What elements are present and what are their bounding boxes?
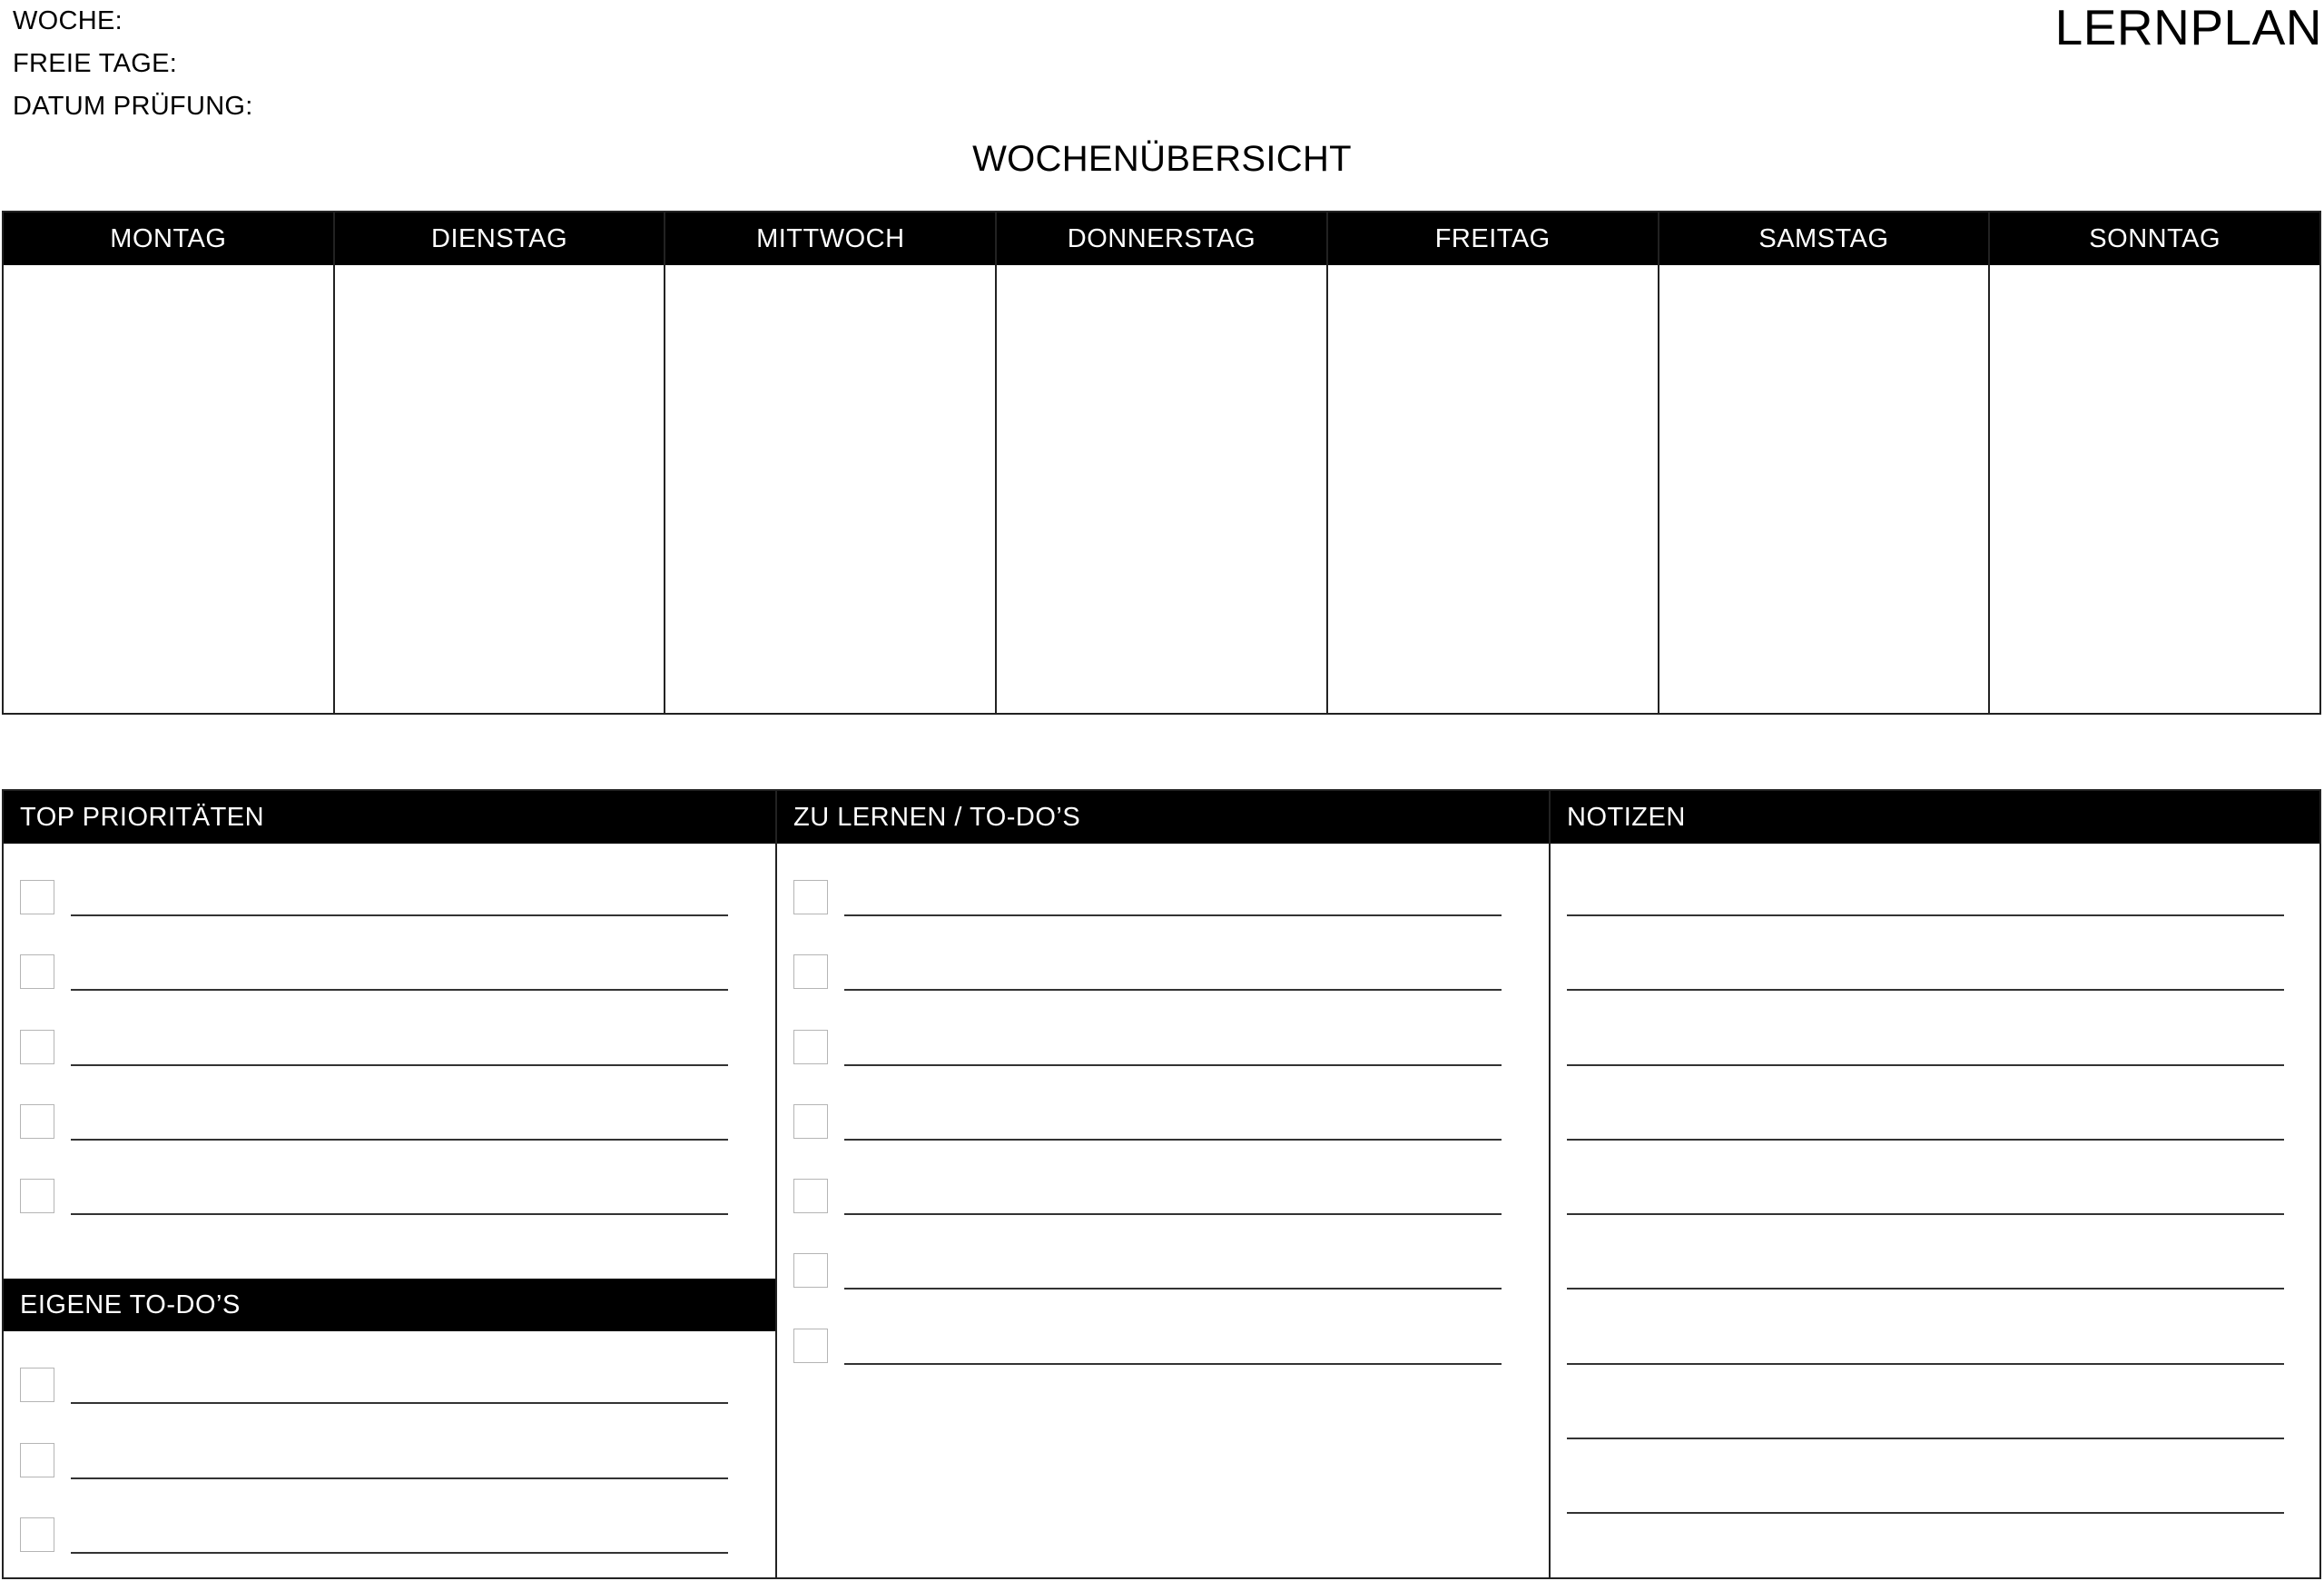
priorities-panel	[4, 791, 777, 1577]
write-line[interactable]	[844, 1363, 1502, 1365]
note-line-row	[1567, 1477, 2319, 1552]
exam-date-label: DATUM PRÜFUNG:	[13, 92, 253, 121]
to-learn-list	[777, 844, 1549, 1403]
checkbox[interactable]	[793, 1104, 828, 1139]
write-line[interactable]	[71, 1552, 728, 1554]
note-line-row	[1567, 880, 2319, 954]
day-cell[interactable]	[4, 265, 333, 713]
write-line[interactable]	[844, 1288, 1502, 1290]
day-header: MITTWOCH	[665, 212, 995, 265]
checkbox[interactable]	[20, 1030, 54, 1064]
day-cell[interactable]	[1328, 265, 1658, 713]
write-line[interactable]	[71, 1402, 728, 1404]
write-line[interactable]	[71, 1139, 728, 1141]
write-line[interactable]	[1567, 1288, 2284, 1290]
checklist-row	[793, 954, 1549, 1029]
day-header: DIENSTAG	[335, 212, 665, 265]
own-todos-list	[4, 1331, 775, 1581]
checklist-row	[20, 954, 775, 1029]
checkbox[interactable]	[20, 880, 54, 914]
checklist-row	[793, 1104, 1549, 1179]
note-line-row	[1567, 1179, 2319, 1253]
document-title: LERNPLAN	[2054, 0, 2322, 55]
note-line-row	[1567, 1403, 2319, 1477]
checkbox[interactable]	[793, 880, 828, 914]
day-header: FREITAG	[1328, 212, 1658, 265]
checkbox[interactable]	[793, 954, 828, 989]
checkbox[interactable]	[20, 1104, 54, 1139]
day-cell[interactable]	[665, 265, 995, 713]
day-cell[interactable]	[1659, 265, 1989, 713]
note-line-row	[1567, 954, 2319, 1029]
plan-meta	[13, 0, 253, 128]
write-line[interactable]	[1567, 1064, 2284, 1066]
checkbox[interactable]	[20, 1368, 54, 1402]
day-header: SONNTAG	[1990, 212, 2319, 265]
day-header: MONTAG	[4, 212, 333, 265]
checkbox[interactable]	[793, 1253, 828, 1288]
checklist-row	[20, 1104, 775, 1179]
checklist-row	[20, 1368, 775, 1442]
write-line[interactable]	[71, 1477, 728, 1479]
day-column-saturday	[1659, 212, 1991, 713]
note-line-row	[1567, 1253, 2319, 1328]
write-line[interactable]	[1567, 1213, 2284, 1215]
notes-heading: NOTIZEN	[1551, 791, 2319, 844]
priorities-list	[4, 844, 775, 1253]
write-line[interactable]	[71, 1064, 728, 1066]
week-overview-table	[2, 211, 2321, 715]
day-column-thursday	[997, 212, 1328, 713]
write-line[interactable]	[844, 989, 1502, 991]
checkbox[interactable]	[793, 1329, 828, 1363]
checklist-row	[20, 1030, 775, 1104]
write-line[interactable]	[71, 1213, 728, 1215]
write-line[interactable]	[1567, 1363, 2284, 1365]
day-cell[interactable]	[997, 265, 1326, 713]
checklist-row	[20, 1443, 775, 1517]
own-todos-heading: EIGENE TO-DO’S	[4, 1279, 775, 1331]
write-line[interactable]	[1567, 914, 2284, 916]
write-line[interactable]	[844, 1213, 1502, 1215]
checkbox[interactable]	[793, 1179, 828, 1213]
write-line[interactable]	[1567, 1139, 2284, 1141]
note-line-row	[1567, 1104, 2319, 1179]
week-label: WOCHE:	[13, 6, 123, 35]
note-line-row	[1567, 1329, 2319, 1403]
checklist-row	[793, 1030, 1549, 1104]
write-line[interactable]	[844, 1064, 1502, 1066]
priorities-heading: TOP PRIORITÄTEN	[4, 791, 775, 844]
day-column-tuesday	[335, 212, 666, 713]
write-line[interactable]	[1567, 989, 2284, 991]
task-panels	[2, 789, 2321, 1579]
note-line-row	[1567, 1030, 2319, 1104]
notes-list	[1551, 844, 2319, 1553]
day-column-monday	[4, 212, 335, 713]
day-column-wednesday	[665, 212, 997, 713]
day-header: DONNERSTAG	[997, 212, 1326, 265]
checklist-row	[793, 880, 1549, 954]
notes-panel	[1551, 791, 2319, 1577]
write-line[interactable]	[1567, 1512, 2284, 1514]
to-learn-panel	[777, 791, 1551, 1577]
day-cell[interactable]	[1990, 265, 2319, 713]
day-cell[interactable]	[335, 265, 665, 713]
checkbox[interactable]	[793, 1030, 828, 1064]
to-learn-heading: ZU LERNEN / TO-DO’S	[777, 791, 1549, 844]
checklist-row	[20, 1179, 775, 1253]
write-line[interactable]	[844, 1139, 1502, 1141]
checkbox[interactable]	[20, 954, 54, 989]
checklist-row	[20, 1517, 775, 1581]
write-line[interactable]	[844, 914, 1502, 916]
day-column-sunday	[1990, 212, 2319, 713]
week-overview-heading: WOCHENÜBERSICHT	[972, 139, 1352, 179]
checkbox[interactable]	[20, 1443, 54, 1477]
checkbox[interactable]	[20, 1179, 54, 1213]
day-column-friday	[1328, 212, 1659, 713]
checkbox[interactable]	[20, 1517, 54, 1552]
write-line[interactable]	[71, 914, 728, 916]
checklist-row	[793, 1253, 1549, 1328]
checklist-row	[793, 1179, 1549, 1253]
free-days-label: FREIE TAGE:	[13, 49, 178, 78]
write-line[interactable]	[71, 989, 728, 991]
checklist-row	[793, 1329, 1549, 1403]
checklist-row	[20, 880, 775, 954]
day-header: SAMSTAG	[1659, 212, 1989, 265]
write-line[interactable]	[1567, 1438, 2284, 1439]
